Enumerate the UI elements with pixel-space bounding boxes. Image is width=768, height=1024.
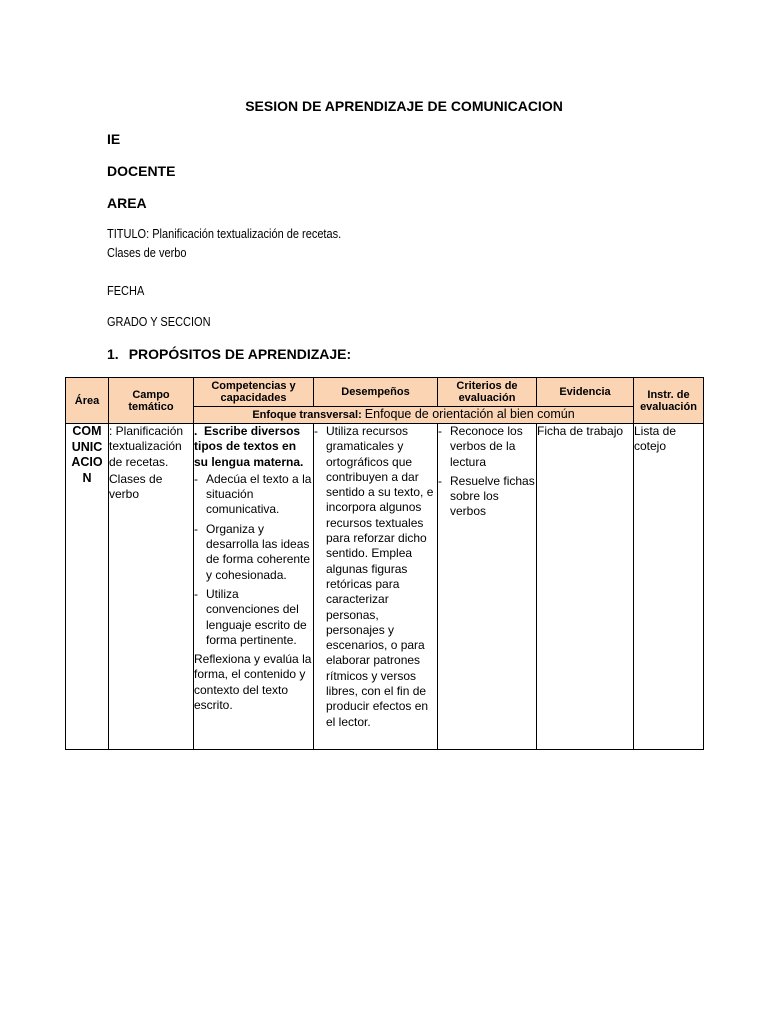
desempeno-list [314,424,437,730]
enfoque-label: Enfoque transversal: [252,409,362,421]
header-instr: Instr. de evaluación [634,378,704,424]
list-item: - Organiza y desarrolla las ideas de forma coherente y cohesionada. [194,522,313,583]
evidencia-text: Ficha de trabajo [537,424,624,438]
section-number: 1. [107,346,119,362]
field-grado: GRADO Y SECCION [107,315,211,329]
enfoque-value: Enfoque de orientación al bien común [364,407,575,421]
cell-campo [109,424,194,750]
cell-desempenos [314,424,438,750]
cell-evidencia [537,424,634,750]
cell-criterios [438,424,537,750]
header-desempenos: Desempeños [314,378,438,407]
capacidades-list [194,472,313,648]
list-item: - Reconoce los verbos de la lectura [438,424,536,470]
instr-text: Lista de cotejo [634,424,677,454]
header-criterios: Criterios de evaluación [438,378,537,407]
list-item: - Utiliza convenciones del lenguaje escrito de forma pertinente. [194,587,313,648]
list-item: - Utiliza recursos gramaticales y ortográficos que contribuyen a dar sentido a su texto, e incorpora algunos recursos textuales para reforzar dicho sentido. Emplea algunas figuras retóricas para caracterizar personas, personajes y escenarios, o para elaborar patrones rítmicos y versos libres, con el fin de producir efectos en el lector. [314,424,437,730]
criterios-list [438,424,536,520]
capacidad-final: Reflexiona y evalúa la forma, el contenido y contexto del texto escrito. [194,652,312,713]
titulo-line-2: Clases de verbo [107,246,187,260]
cell-competencias [194,424,314,750]
table-row [66,424,704,750]
cell-instr [634,424,704,750]
learning-purposes-table [65,377,704,750]
area-line: ACIO [71,455,103,469]
field-area: AREA [107,195,147,211]
header-competencias: Competencias y capacidades [194,378,314,407]
cell-area [66,424,109,750]
titulo-line-1: TITULO: Planificación textualización de recetas. [107,227,342,241]
campo-text-2: Clases de verbo [109,471,163,502]
campo-text-1: : Planificación textualización de recetas. [109,424,184,469]
field-docente: DOCENTE [107,163,176,179]
field-fecha: FECHA [107,284,145,298]
field-ie: IE [107,131,121,147]
area-line: COM [72,424,102,438]
enfoque-transversal [194,407,634,424]
table-header-row [66,378,704,407]
document-title: SESION DE APRENDIZAJE DE COMUNICACION [245,98,563,114]
area-line: UNIC [71,439,103,454]
competencia-title: . Escribe diversos tipos de textos en su lengua materna. [194,424,304,469]
header-area: Área [66,378,109,424]
section-title: PROPÓSITOS DE APRENDIZAJE: [128,346,352,362]
list-item: - Resuelve fichas sobre los verbos [438,474,536,520]
list-item: - Adecúa el texto a la situación comunicativa. [194,472,313,518]
header-campo: Campo temático [109,378,194,424]
section-heading [107,346,351,362]
header-evidencia: Evidencia [537,378,634,407]
area-line: N [82,470,92,485]
